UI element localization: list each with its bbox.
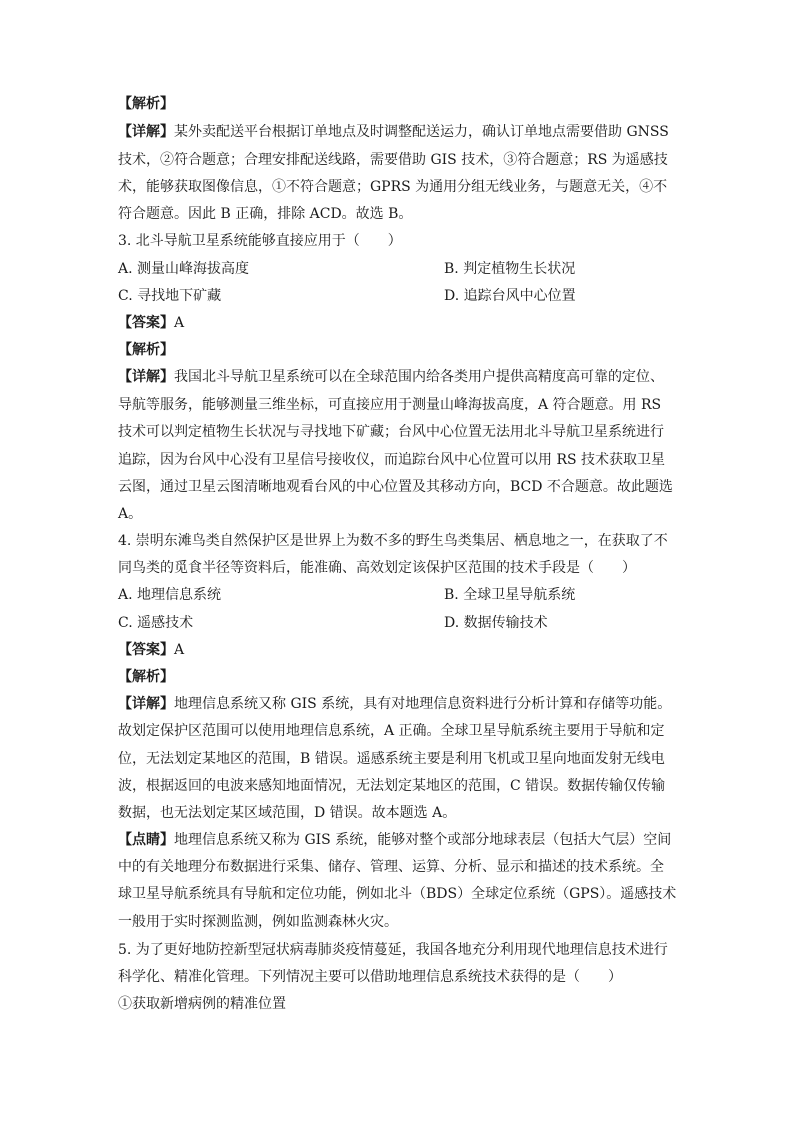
q4-detail-line-1: 【详解】地理信息系统又称 GIS 系统，具有对地理信息资料进行分析计算和存储等功能。: [118, 696, 672, 712]
q3-analysis-label: 【解析】: [118, 342, 174, 358]
q2-detail-line-1: 【详解】某外卖配送平台根据订单地点及时调整配送运力，确认订单地点需要借助 GNSS: [118, 124, 669, 140]
q3-option-b: B. 判定植物生长状况: [444, 261, 576, 277]
q5-item-1: ①获取新增病例的精准位置: [118, 996, 286, 1012]
q2-detail-line-3: 术，能够获取图像信息，①不符合题意；GPRS 为通用分组无线业务，与题意无关，④不: [118, 179, 668, 195]
q4-question-line-1: 4. 崇明东滩鸟类自然保护区是世界上为数不多的野生鸟类集居、栖息地之一，在获取了不: [118, 533, 668, 549]
q3-detail-line-2: 导航等服务，能够测量三维坐标，可直接应用于测量山峰海拔高度，A 符合题意。用 RS: [118, 397, 662, 413]
q4-detail-line-4: 波，根据返回的电波来感知地面情况，无法划定某地区的范围，C 错误。数据传输仅传输: [118, 778, 666, 794]
q4-detail-line-5: 数据，也无法划定某区域范围，D 错误。故本题选 A。: [118, 805, 457, 821]
q3-question: 3. 北斗导航卫星系统能够直接应用于（ ）: [118, 233, 402, 249]
q2-detail-line-4: 符合题意。因此 B 正确，排除 ACD。故选 B。: [118, 206, 413, 222]
q2-analysis-label: 【解析】: [118, 96, 174, 112]
q4-tip-line-1: 【点睛】地理信息系统又称为 GIS 系统，能够对整个或部分地球表层（包括大气层）空间: [118, 832, 672, 848]
q4-option-d: D. 数据传输技术: [444, 615, 548, 631]
q3-option-d: D. 追踪台风中心位置: [444, 288, 576, 304]
q3-detail-line-1: 【详解】我国北斗导航卫星系统可以在全球范围内给各类用户提供高精度高可靠的定位、: [118, 369, 664, 385]
q5-question-line-2: 科学化、精准化管理。下列情况主要可以借助地理信息系统技术获得的是（ ）: [118, 969, 622, 985]
q4-analysis-label: 【解析】: [118, 669, 174, 685]
q4-tip-line-3: 球卫星导航系统具有导航和定位功能，例如北斗（BDS）全球定位系统（GPS）。遥感技术: [118, 886, 677, 902]
q2-detail-line-2: 技术，②符合题意；合理安排配送线路，需要借助 GIS 技术，③符合题意；RS 为遥感技: [118, 152, 668, 168]
q5-question-line-1: 5. 为了更好地防控新型冠状病毒肺炎疫情蔓延，我国各地充分利用现代地理信息技术进行: [118, 942, 668, 958]
q4-option-a: A. 地理信息系统: [118, 587, 222, 603]
q4-option-b: B. 全球卫星导航系统: [444, 587, 576, 603]
q3-detail-line-6: A。: [118, 506, 143, 522]
q4-detail-line-3: 位，无法划定某地区的范围，B 错误。遥感系统主要是利用飞机或卫星向地面发射无线电: [118, 751, 665, 767]
q3-detail-line-3: 技术可以判定植物生长状况与寻找地下矿藏；台风中心位置无法用北斗导航卫星系统进行: [118, 424, 664, 440]
q4-tip-line-2: 中的有关地理分布数据进行采集、储存、管理、运算、分析、显示和描述的技术系统。全: [118, 859, 664, 875]
q4-question-line-2: 同鸟类的觅食半径等资料后，能准确、高效划定该保护区范围的技术手段是（ ）: [118, 560, 636, 576]
q3-answer: 【答案】A: [118, 315, 185, 331]
q3-option-a: A. 测量山峰海拔高度: [118, 261, 250, 277]
q3-detail-line-4: 追踪，因为台风中心没有卫星信号接收仪，而追踪台风中心位置可以用 RS 技术获取卫星: [118, 452, 666, 468]
q4-tip-line-4: 一般用于实时探测监测，例如监测森林火灾。: [118, 914, 398, 930]
q3-option-c: C. 寻找地下矿藏: [118, 288, 222, 304]
q4-answer: 【答案】A: [118, 642, 185, 658]
q3-detail-line-5: 云图，通过卫星云图清晰地观看台风的中心位置及其移动方向，BCD 不合题意。故此题选: [118, 479, 673, 495]
q4-option-c: C. 遥感技术: [118, 615, 194, 631]
q4-detail-line-2: 故划定保护区范围可以使用地理信息系统，A 正确。全球卫星导航系统主要用于导航和定: [118, 723, 665, 739]
